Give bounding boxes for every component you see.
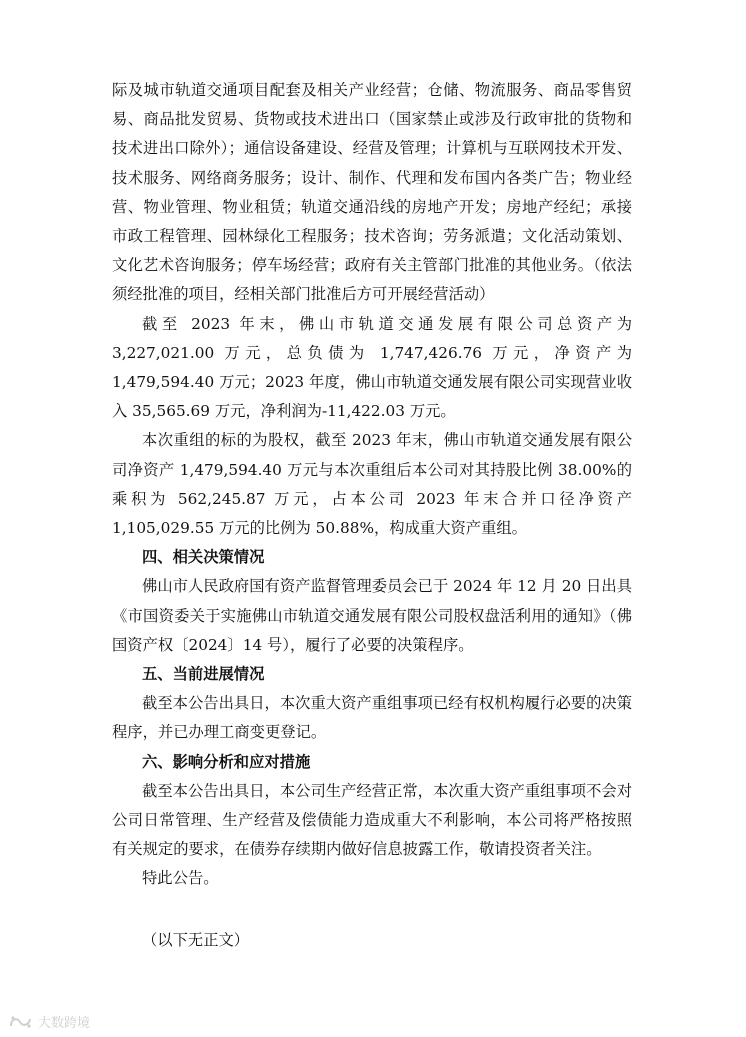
ending-note: （以下无正文） — [142, 930, 250, 949]
closing-text: 特此公告。 — [142, 869, 219, 888]
document-page — [112, 76, 632, 955]
logo-mark-icon — [8, 1014, 34, 1030]
business-scope-paragraph: 际及城市轨道交通项目配套及相关产业经营；仓储、物流服务、商品零售贸易、商品批发贸易、货物或技术进出口（国家禁止或涉及行政审批的货物和技术进出口除外）；通信设备建设、经营及管理；计算机与互联网技术开发、技术服务、网络商务服务；设计、制作、代理和发布国内各类广告；物业经营、物业管理、物业租赁；轨道交通沿线的房地产开发；房地产经纪；承接市政工程管理、园林绿化工程服务；技术咨询；劳务派遣；文化活动策划、文化艺术咨询服务；停车场经营；政府有关主管部门批准的其他业务。（依法须经批准的项目，经相关部门批准后方可开展经营活动） — [112, 81, 632, 304]
section-5-heading: 五、当前进展情况 — [142, 665, 265, 684]
section-5-text: 截至本公告出具日，本次重大资产重组事项已经有权机构履行必要的决策程序，并已办理工商变更登记。 — [112, 694, 632, 742]
section-6-heading: 六、影响分析和应对措施 — [142, 752, 311, 771]
watermark — [8, 1012, 90, 1031]
financials-paragraph: 截至 2023 年末，佛山市轨道交通发展有限公司总资产为 3,227,021.00 万元，总负债为 1,747,426.76 万元，净资产为 1,479,594.40 万元；2023 年度，佛山市轨道交通发展有限公司实现营业收入 35,565.69 万元，净利润为-11,422.03 万元。 — [112, 314, 632, 421]
restructuring-paragraph: 本次重组的标的为股权，截至 2023 年末，佛山市轨道交通发展有限公司净资产 1,479,594.40 万元与本次重组后本公司对其持股比例 38.00%的乘积为 562,245.87 万元，占本公司 2023 年末合并口径净资产 1,105,029.55 万元的比例为 50.88%，构成重大资产重组。 — [112, 431, 632, 538]
section-4-text: 佛山市人民政府国有资产监督管理委员会已于 2024 年 12 月 20 日出具《市国资委关于实施佛山市轨道交通发展有限公司股权盘活利用的通知》（佛国资产权〔2024〕14 号），履行了必要的决策程序。 — [112, 577, 632, 654]
watermark-text: 大数跨境 — [38, 1016, 91, 1031]
section-6-text: 截至本公告出具日，本公司生产经营正常，本次重大资产重组事项不会对公司日常管理、生产经营及偿债能力造成重大不利影响，本公司将严格按照有关规定的要求，在债券存续期内做好信息披露工作，敬请投资者关注。 — [112, 781, 632, 859]
section-4-heading: 四、相关决策情况 — [142, 548, 265, 567]
